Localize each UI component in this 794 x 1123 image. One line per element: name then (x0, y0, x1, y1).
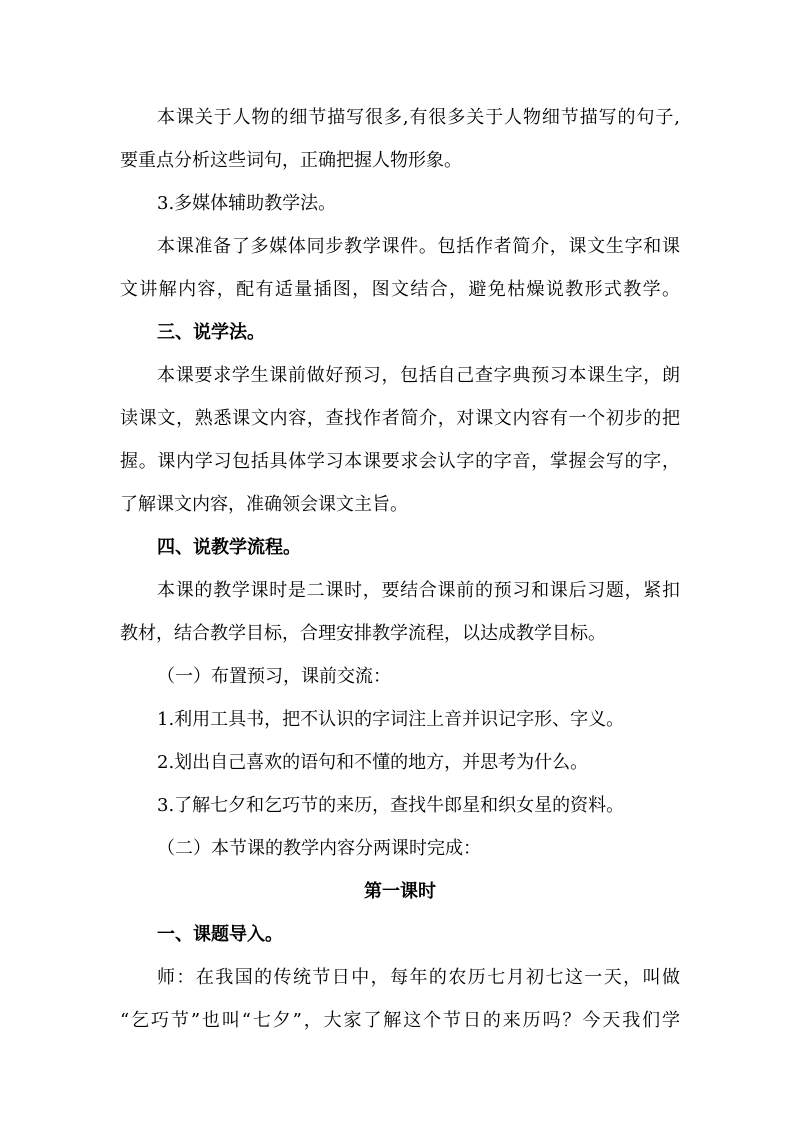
paragraph-line: 本课准备了多媒体同步教学课件。包括作者简介，课文生字和课 (157, 236, 680, 257)
section-heading: 三、说学法。 (157, 322, 265, 343)
section-heading: 四、说教学流程。 (157, 537, 301, 558)
paragraph-line: 文讲解内容，配有适量插图，图文结合，避免枯燥说教形式教学。 (120, 279, 680, 300)
list-item: 3.多媒体辅助教学法。 (157, 193, 337, 214)
paragraph-line: 要重点分析这些词句，正确把握人物形象。 (120, 150, 462, 171)
paragraph-line: 本课要求学生课前做好预习，包括自己查字典预习本课生字，朗 (157, 365, 680, 386)
list-item: 3.了解七夕和乞巧节的来历，查找牛郎星和织女星的资料。 (157, 795, 625, 816)
paragraph-line: 了解课文内容，准确领会课文主旨。 (120, 494, 408, 515)
lesson-title: 第一课时 (364, 881, 436, 902)
list-item: 2.划出自己喜欢的语句和不懂的地方，并思考为什么。 (157, 752, 589, 773)
subsection-heading: （二）本节课的教学内容分两课时完成： (157, 838, 481, 859)
paragraph-line: “乞巧节”也叫“七夕”，大家了解这个节日的来历吗？今天我们学 (120, 1010, 680, 1031)
paragraph-line: 握。课内学习包括具体学习本课要求会认字的字音，掌握会写的字， (120, 451, 680, 472)
paragraph-line: 教材，结合教学目标，合理安排教学流程，以达成教学目标。 (120, 623, 606, 644)
paragraph-line: 本课关于人物的细节描写很多,有很多关于人物细节描写的句子, (157, 107, 680, 128)
section-heading: 一、课题导入。 (157, 924, 283, 945)
list-item: 1.利用工具书，把不认识的字词注上音并识记字形、字义。 (157, 709, 625, 730)
paragraph-line: 师：在我国的传统节日中，每年的农历七月初七这一天，叫做 (157, 967, 680, 988)
paragraph-line: 本课的教学课时是二课时，要结合课前的预习和课后习题，紧扣 (157, 580, 680, 601)
paragraph-line: 读课文，熟悉课文内容，查找作者简介，对课文内容有一个初步的把 (120, 408, 680, 429)
subsection-heading: （一）布置预习，课前交流： (157, 666, 391, 687)
